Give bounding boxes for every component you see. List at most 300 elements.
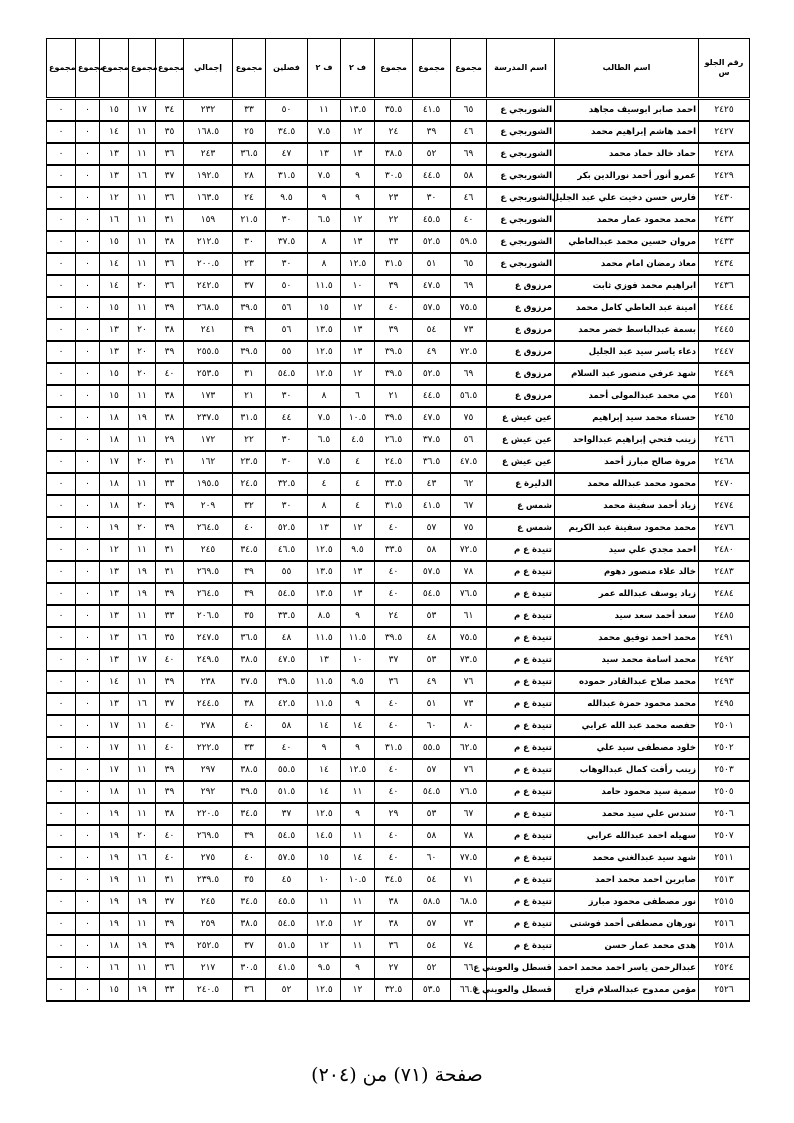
school-name-cell: تنيدة ع م — [487, 693, 555, 715]
score-cell: ٧٢.٥ — [451, 539, 487, 561]
score-cell: ١٥ — [100, 979, 129, 1001]
school-name-cell: تنيدة ع م — [487, 825, 555, 847]
score-cell: ٥٢.٥ — [413, 231, 451, 253]
score-cell: ٠ — [76, 253, 100, 275]
score-cell: ٠ — [47, 891, 76, 913]
score-cell: ١٣ — [308, 143, 341, 165]
score-cell: ٣٥ — [156, 121, 184, 143]
school-name-cell: شمس ع — [487, 517, 555, 539]
score-cell: ٥٩.٥ — [451, 231, 487, 253]
score-cell: ٠ — [47, 297, 76, 319]
seat-number-cell: ٢٤٣٠ — [699, 187, 750, 209]
score-cell: ٠ — [47, 627, 76, 649]
score-cell: ٣١.٥ — [375, 253, 413, 275]
score-cell: ٣٦.٥ — [233, 143, 266, 165]
score-cell: ٠ — [47, 209, 76, 231]
score-cell: ٣٨ — [156, 407, 184, 429]
score-cell: ٥٧.٥ — [266, 847, 308, 869]
score-cell: ٥٤ — [413, 869, 451, 891]
score-cell: ٢٢٢.٥ — [184, 737, 233, 759]
score-cell: ٠ — [47, 143, 76, 165]
column-header: رقم الجلو س — [699, 39, 750, 99]
student-name-cell: نور مصطفى محمود مبارز — [555, 891, 699, 913]
score-cell: ٨ — [308, 253, 341, 275]
student-name-cell: شهد سيد عبدالغني محمد — [555, 847, 699, 869]
score-cell: ٤٠ — [375, 517, 413, 539]
score-cell: ١٣.٥ — [308, 319, 341, 341]
score-cell: ٤٩ — [413, 671, 451, 693]
score-cell: ٣٩ — [156, 341, 184, 363]
score-cell: ٤٧.٥ — [451, 451, 487, 473]
score-cell: ٤٠ — [233, 847, 266, 869]
score-cell: ١١ — [129, 187, 156, 209]
score-cell: ٩.٥ — [308, 957, 341, 979]
score-cell: ١١ — [341, 825, 375, 847]
score-cell: ٤٥.٥ — [266, 891, 308, 913]
score-cell: ٣٣.٥ — [266, 605, 308, 627]
school-name-cell: تنيدة ع م — [487, 605, 555, 627]
score-cell: ٠ — [47, 979, 76, 1001]
seat-number-cell: ٢٥١٦ — [699, 913, 750, 935]
score-cell: ٠ — [47, 121, 76, 143]
score-cell: ٤ — [341, 495, 375, 517]
score-cell: ١٧ — [100, 737, 129, 759]
student-name-cell: احمد صابر ابوسيف مجاهد — [555, 99, 699, 122]
score-cell: ٥٣ — [413, 605, 451, 627]
score-cell: ٢٤٥ — [184, 539, 233, 561]
score-cell: ٥٣ — [413, 649, 451, 671]
score-cell: ٤٨ — [413, 627, 451, 649]
score-cell: ٢٧ — [375, 957, 413, 979]
score-cell: ١٤ — [341, 847, 375, 869]
score-cell: ٣٩ — [156, 759, 184, 781]
score-cell: ٤٤ — [266, 407, 308, 429]
score-cell: ٠ — [47, 451, 76, 473]
score-cell: ١١ — [341, 935, 375, 957]
student-name-cell: محمود محمد عبدالله محمد — [555, 473, 699, 495]
score-cell: ٢١ — [233, 385, 266, 407]
score-cell: ٦٠ — [413, 715, 451, 737]
score-cell: ٩.٥ — [341, 671, 375, 693]
score-cell: ١١ — [308, 891, 341, 913]
score-cell: ٠ — [76, 913, 100, 935]
table-row — [47, 825, 750, 847]
student-name-cell: مي محمد عبدالمولى أحمد — [555, 385, 699, 407]
score-cell: ٢٨ — [233, 165, 266, 187]
score-cell: ١١.٥ — [308, 693, 341, 715]
table-row — [47, 231, 750, 253]
score-cell: ٠ — [47, 825, 76, 847]
seat-number-cell: ٢٤٧٤ — [699, 495, 750, 517]
table-row — [47, 693, 750, 715]
score-cell: ٣٩ — [233, 319, 266, 341]
school-name-cell: تنيدة ع م — [487, 671, 555, 693]
score-cell: ٣٩ — [156, 935, 184, 957]
score-cell: ١٤ — [341, 715, 375, 737]
score-cell: ٣٧.٥ — [266, 231, 308, 253]
score-cell: ٣٦ — [156, 253, 184, 275]
score-cell: ٧٥ — [451, 517, 487, 539]
column-header: مجموع — [156, 39, 184, 99]
score-cell: ٢٦٨.٥ — [184, 297, 233, 319]
seat-number-cell: ٢٤٤٩ — [699, 363, 750, 385]
score-cell: ١١ — [129, 671, 156, 693]
school-name-cell: تنيدة ع م — [487, 759, 555, 781]
score-cell: ٥٢ — [413, 957, 451, 979]
score-cell: ٥٥ — [266, 341, 308, 363]
school-name-cell: تنيدة ع م — [487, 781, 555, 803]
student-name-cell: حماد خالد حماد محمد — [555, 143, 699, 165]
school-name-cell: شمس ع — [487, 495, 555, 517]
score-cell: ١٣ — [341, 231, 375, 253]
score-cell: ٥١.٥ — [266, 781, 308, 803]
score-cell: ٤٦ — [451, 121, 487, 143]
score-cell: ٧٨ — [451, 825, 487, 847]
score-cell: ١١ — [129, 737, 156, 759]
student-name-cell: شهد عرفي منصور عبد السلام — [555, 363, 699, 385]
seat-number-cell: ٢٤٨٤ — [699, 583, 750, 605]
school-name-cell: الشوربجي ع — [487, 209, 555, 231]
score-cell: ١٩ — [129, 935, 156, 957]
score-cell: ١٣ — [100, 319, 129, 341]
score-cell: ٥٤.٥ — [266, 583, 308, 605]
score-cell: ٠ — [47, 473, 76, 495]
score-cell: ٥٢.٥ — [266, 517, 308, 539]
score-cell: ٣٩.٥ — [233, 341, 266, 363]
score-cell: ٠ — [76, 385, 100, 407]
score-cell: ١٨ — [100, 495, 129, 517]
score-cell: ١٩ — [100, 869, 129, 891]
score-cell: ١٦ — [100, 209, 129, 231]
score-cell: ١١ — [129, 429, 156, 451]
school-name-cell: تنيدة ع م — [487, 627, 555, 649]
score-cell: ٤١.٥ — [413, 99, 451, 122]
seat-number-cell: ٢٥٢٦ — [699, 979, 750, 1001]
school-name-cell: عين عيش ع — [487, 429, 555, 451]
score-cell: ٥٦ — [266, 319, 308, 341]
score-cell: ٣٧ — [156, 891, 184, 913]
score-cell: ٢٠٩ — [184, 495, 233, 517]
score-cell: ٢٥ — [233, 121, 266, 143]
score-cell: ٠ — [76, 583, 100, 605]
score-cell: ١٢.٥ — [308, 539, 341, 561]
seat-number-cell: ٢٤٢٧ — [699, 121, 750, 143]
score-cell: ٢٠ — [129, 275, 156, 297]
school-name-cell: تنيدة ع م — [487, 869, 555, 891]
school-name-cell: مرزوق ع — [487, 341, 555, 363]
school-name-cell: تنيدة ع م — [487, 847, 555, 869]
seat-number-cell: ٢٤٧٦ — [699, 517, 750, 539]
score-cell: ١٧ — [100, 715, 129, 737]
column-header: اسم الطالب — [555, 39, 699, 99]
column-header: مجموع — [129, 39, 156, 99]
score-cell: ١٣ — [308, 649, 341, 671]
school-name-cell: تنيدة ع م — [487, 891, 555, 913]
score-cell: ٥٧ — [413, 759, 451, 781]
column-header: مجموع — [375, 39, 413, 99]
score-cell: ١٦٨.٥ — [184, 121, 233, 143]
score-cell: ١٣ — [100, 143, 129, 165]
score-cell: ١٤ — [100, 253, 129, 275]
score-cell: ٣٦ — [375, 671, 413, 693]
score-cell: ١٢.٥ — [341, 253, 375, 275]
student-name-cell: نورهان مصطفى أحمد فوشتى — [555, 913, 699, 935]
score-cell: ٠ — [47, 737, 76, 759]
student-name-cell: زياد يوسف عبدالله عمر — [555, 583, 699, 605]
seat-number-cell: ٢٤٤٧ — [699, 341, 750, 363]
score-cell: ١٣ — [100, 649, 129, 671]
table-row — [47, 935, 750, 957]
score-cell: ١١ — [129, 297, 156, 319]
seat-number-cell: ٢٤٦٦ — [699, 429, 750, 451]
score-cell: ١٠ — [341, 649, 375, 671]
score-cell: ١١ — [129, 253, 156, 275]
score-cell: ٦١ — [451, 605, 487, 627]
score-cell: ٢٠ — [129, 363, 156, 385]
student-name-cell: حفصه محمد عبد الله عرابي — [555, 715, 699, 737]
score-cell: ٤٠ — [156, 847, 184, 869]
score-cell: ٣٣ — [375, 231, 413, 253]
score-cell: ٥٣ — [413, 803, 451, 825]
score-cell: ١٩ — [129, 561, 156, 583]
student-name-cell: مروة صالح مبارز أحمد — [555, 451, 699, 473]
score-cell: ٧٢.٥ — [451, 341, 487, 363]
score-cell: ٠ — [76, 209, 100, 231]
score-cell: ٤٨ — [266, 627, 308, 649]
school-name-cell: الشوربجي ع — [487, 253, 555, 275]
seat-number-cell: ٢٤٨٥ — [699, 605, 750, 627]
column-header: إجمالي — [184, 39, 233, 99]
score-cell: ١٦٣.٥ — [184, 187, 233, 209]
table-row — [47, 121, 750, 143]
score-cell: ٣٩ — [156, 671, 184, 693]
score-cell: ١٢.٥ — [308, 803, 341, 825]
score-cell: ٣٦ — [156, 275, 184, 297]
seat-number-cell: ٢٤٩٥ — [699, 693, 750, 715]
table-row — [47, 517, 750, 539]
score-cell: ٣٨ — [156, 231, 184, 253]
score-cell: ٣١ — [233, 363, 266, 385]
score-cell: ٥٣.٥ — [413, 979, 451, 1001]
score-cell: ٠ — [47, 99, 76, 122]
score-cell: ١٣ — [341, 583, 375, 605]
score-cell: ٣٨ — [156, 803, 184, 825]
score-cell: ١٢ — [341, 913, 375, 935]
score-cell: ١٩ — [129, 583, 156, 605]
score-cell: ٣٨ — [375, 891, 413, 913]
score-cell: ٦٦ — [451, 957, 487, 979]
score-cell: ١٦ — [100, 957, 129, 979]
student-name-cell: عبدالرحمن ياسر احمد محمد احمد — [555, 957, 699, 979]
score-cell: ٦٢.٥ — [451, 737, 487, 759]
score-cell: ٣٩.٥ — [233, 297, 266, 319]
score-cell: ١٢ — [341, 121, 375, 143]
score-cell: ٣٧ — [233, 935, 266, 957]
score-cell: ٢٤٩.٥ — [184, 649, 233, 671]
score-cell: ٨٠ — [451, 715, 487, 737]
score-cell: ٢٤ — [375, 605, 413, 627]
score-cell: ٢٠ — [129, 517, 156, 539]
score-cell: ٣٣.٥ — [375, 473, 413, 495]
student-name-cell: ابراهيم محمد فوزي ثابت — [555, 275, 699, 297]
seat-number-cell: ٢٤٩٣ — [699, 671, 750, 693]
score-cell: ٤٠ — [375, 825, 413, 847]
score-cell: ٣٣ — [156, 605, 184, 627]
score-cell: ٤٣ — [413, 473, 451, 495]
table-row — [47, 429, 750, 451]
score-cell: ١٩ — [100, 803, 129, 825]
score-cell: ٣٦ — [156, 957, 184, 979]
score-cell: ١٢.٥ — [341, 759, 375, 781]
score-cell: ٢٠ — [129, 341, 156, 363]
score-cell: ٣٩ — [233, 583, 266, 605]
score-cell: ٢٠ — [129, 319, 156, 341]
score-cell: ٠ — [47, 693, 76, 715]
score-cell: ٦٥ — [451, 99, 487, 122]
score-cell: ٣٢.٥ — [375, 979, 413, 1001]
score-cell: ٠ — [76, 803, 100, 825]
score-cell: ٣٤.٥ — [233, 539, 266, 561]
score-cell: ٠ — [47, 539, 76, 561]
score-cell: ٣٩.٥ — [375, 363, 413, 385]
score-cell: ٢٣ — [375, 187, 413, 209]
score-cell: ٠ — [47, 253, 76, 275]
score-cell: ٠ — [76, 231, 100, 253]
score-cell: ٢٤ — [375, 121, 413, 143]
score-cell: ٣٠ — [266, 495, 308, 517]
school-name-cell: تنيدة ع م — [487, 583, 555, 605]
score-cell: ٢٤٠.٥ — [184, 979, 233, 1001]
seat-number-cell: ٢٥١٥ — [699, 891, 750, 913]
score-cell: ٣١ — [156, 209, 184, 231]
score-cell: ٧٣ — [451, 319, 487, 341]
score-cell: ١٩ — [129, 979, 156, 1001]
score-cell: ٥٨ — [413, 539, 451, 561]
score-cell: ١٤ — [100, 275, 129, 297]
score-cell: ٣٠ — [233, 231, 266, 253]
score-cell: ٧٦.٥ — [451, 583, 487, 605]
score-cell: ١٨ — [100, 407, 129, 429]
student-name-cell: حسناء محمد سيد إبراهيم — [555, 407, 699, 429]
score-cell: ١٣.٥ — [308, 561, 341, 583]
score-cell: ٠ — [76, 407, 100, 429]
score-cell: ٠ — [76, 275, 100, 297]
student-name-cell: خلود مصطفى سيد علي — [555, 737, 699, 759]
school-name-cell: تنيدة ع م — [487, 737, 555, 759]
score-cell: ٦٩ — [451, 363, 487, 385]
score-cell: ٥٧ — [413, 913, 451, 935]
score-cell: ٣٧ — [375, 649, 413, 671]
school-name-cell: تنيدة ع م — [487, 913, 555, 935]
score-cell: ٩ — [341, 605, 375, 627]
student-name-cell: دعاء ياسر سيد عبد الجليل — [555, 341, 699, 363]
student-name-cell: سندس علي سيد محمد — [555, 803, 699, 825]
score-cell: ٧٣ — [451, 913, 487, 935]
score-cell: ٥٢.٥ — [413, 363, 451, 385]
column-header: فصلين — [266, 39, 308, 99]
score-cell: ٥٧.٥ — [413, 561, 451, 583]
school-name-cell: مرزوق ع — [487, 319, 555, 341]
seat-number-cell: ٢٤٧٠ — [699, 473, 750, 495]
score-cell: ١١ — [341, 891, 375, 913]
score-cell: ٠ — [76, 759, 100, 781]
score-cell: ٦٨.٥ — [451, 891, 487, 913]
score-cell: ١٩ — [129, 891, 156, 913]
score-cell: ٣١ — [156, 869, 184, 891]
score-cell: ١٠ — [341, 275, 375, 297]
score-cell: ٣١ — [156, 539, 184, 561]
score-cell: ١٢ — [341, 297, 375, 319]
student-name-cell: محمد محمود حمزة عبدالله — [555, 693, 699, 715]
table-row — [47, 363, 750, 385]
score-cell: ٢١ — [375, 385, 413, 407]
score-cell: ١٩ — [100, 891, 129, 913]
school-name-cell: تنيدة ع م — [487, 539, 555, 561]
score-cell: ٢٤ — [233, 187, 266, 209]
seat-number-cell: ٢٤٦٥ — [699, 407, 750, 429]
school-name-cell: مرزوق ع — [487, 363, 555, 385]
school-name-cell: الشوربجي ع — [487, 231, 555, 253]
score-cell: ٣٩.٥ — [375, 341, 413, 363]
score-cell: ٤٠ — [451, 209, 487, 231]
score-cell: ٠ — [76, 693, 100, 715]
score-cell: ١٢ — [100, 539, 129, 561]
score-cell: ١٢ — [341, 363, 375, 385]
score-cell: ٠ — [47, 935, 76, 957]
score-cell: ٢٠ — [129, 825, 156, 847]
table-row — [47, 143, 750, 165]
score-cell: ٠ — [47, 341, 76, 363]
score-cell: ٣٨.٥ — [233, 759, 266, 781]
table-row — [47, 891, 750, 913]
score-cell: ٠ — [47, 605, 76, 627]
score-cell: ٩.٥ — [266, 187, 308, 209]
table-row — [47, 187, 750, 209]
score-cell: ٥٥.٥ — [266, 759, 308, 781]
school-name-cell: تنيدة ع م — [487, 803, 555, 825]
score-cell: ١١ — [129, 231, 156, 253]
score-cell: ٠ — [76, 363, 100, 385]
score-cell: ٠ — [47, 495, 76, 517]
seat-number-cell: ٢٤٤٥ — [699, 319, 750, 341]
score-cell: ١٩٢.٥ — [184, 165, 233, 187]
score-cell: ٣٣.٥ — [375, 539, 413, 561]
score-cell: ٠ — [76, 451, 100, 473]
score-cell: ٠ — [47, 715, 76, 737]
school-name-cell: عين عيش ع — [487, 451, 555, 473]
score-cell: ٧٤ — [451, 935, 487, 957]
score-cell: ٣٧ — [156, 165, 184, 187]
score-cell: ٣١.٥ — [375, 495, 413, 517]
score-cell: ١٧ — [100, 451, 129, 473]
score-cell: ١٨ — [100, 429, 129, 451]
score-cell: ٣٥ — [156, 627, 184, 649]
score-cell: ٧.٥ — [308, 451, 341, 473]
score-cell: ٣٩ — [375, 275, 413, 297]
score-cell: ١٠ — [308, 869, 341, 891]
student-name-cell: امينة عبد العاطي كامل محمد — [555, 297, 699, 319]
score-cell: ٣٠ — [413, 187, 451, 209]
score-cell: ١٢.٥ — [308, 913, 341, 935]
table-row — [47, 253, 750, 275]
score-cell: ٣٥ — [233, 869, 266, 891]
score-cell: ٢٦٤.٥ — [184, 517, 233, 539]
seat-number-cell: ٢٤٣٦ — [699, 275, 750, 297]
score-cell: ٧٥.٥ — [451, 627, 487, 649]
table-row — [47, 165, 750, 187]
score-cell: ٥٥.٥ — [413, 737, 451, 759]
score-cell: ٥٨ — [266, 715, 308, 737]
